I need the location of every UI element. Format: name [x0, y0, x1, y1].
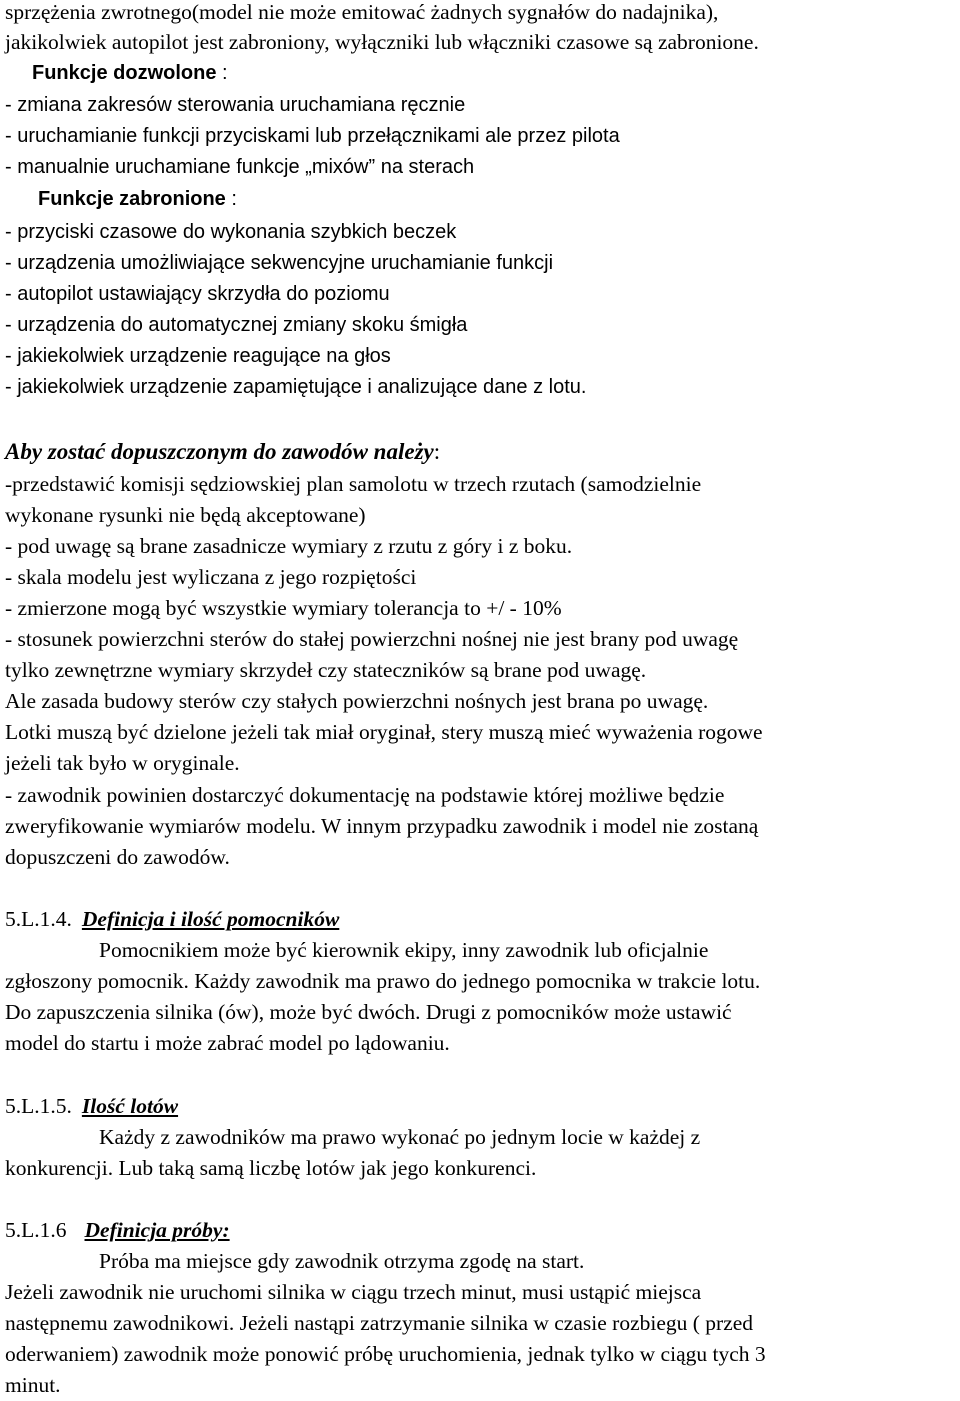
- section-title: Ilość lotów: [81, 1094, 179, 1118]
- admission-heading: [5, 436, 440, 467]
- section-line: model do startu i może zabrać model po lądowaniu.: [5, 1031, 450, 1055]
- allowed-colon: :: [222, 62, 228, 84]
- admission-line: tylko zewnętrzne wymiary skrzydeł czy stateczników są brane pod uwagę.: [5, 658, 647, 682]
- admission-line: Ale zasada budowy sterów czy stałych powierzchni nośnych jest brana po uwagę.: [5, 689, 709, 713]
- section-line: Każdy z zawodników ma prawo wykonać po jednym locie w każdej z: [99, 1125, 701, 1149]
- section-number: 5.L.1.5.: [5, 1094, 72, 1118]
- forbidden-colon: :: [231, 188, 237, 210]
- forbidden-item: - przyciski czasowe do wykonania szybkich beczek: [5, 221, 457, 243]
- section-title: Definicja i ilość pomocników: [81, 907, 340, 931]
- section-line: Pomocnikiem może być kierownik ekipy, inny zawodnik lub oficjalnie: [99, 938, 709, 962]
- admission-line: jeżeli tak było w oryginale.: [5, 751, 240, 775]
- section-number: 5.L.1.4.: [5, 907, 72, 931]
- admission-line: - zmierzone mogą być wszystkie wymiary tolerancja to +/ - 10%: [5, 596, 562, 620]
- admission-line: Lotki muszą być dzielone jeżeli tak miał oryginał, stery muszą mieć wyważenia rogowe: [5, 720, 763, 744]
- admission-line: - stosunek powierzchni sterów do stałej powierzchni nośnej nie jest brany pod uwagę: [5, 627, 739, 651]
- section-heading-5L16: [5, 1215, 230, 1246]
- admission-line: -przedstawić komisji sędziowskiej plan samolotu w trzech rzutach (samodzielnie: [5, 472, 702, 496]
- section-title: Definicja próby:: [84, 1218, 230, 1242]
- allowed-item: - manualnie uruchamiane funkcje „mixów” na sterach: [5, 156, 475, 178]
- section-line: Jeżeli zawodnik nie uruchomi silnika w ciągu trzech minut, musi ustąpić miejsca: [5, 1280, 702, 1304]
- section-line: następnemu zawodnikowi. Jeżeli nastąpi zatrzymanie silnika w czasie rozbiegu ( przed: [5, 1311, 754, 1335]
- allowed-item: - zmiana zakresów sterowania uruchamiana ręcznie: [5, 94, 466, 116]
- section-line: zgłoszony pomocnik. Każdy zawodnik ma prawo do jednego pomocnika w trakcie lotu.: [5, 969, 761, 993]
- forbidden-item: - urządzenia do automatycznej zmiany skoku śmigła: [5, 314, 468, 336]
- admission-line: wykonane rysunki nie będą akceptowane): [5, 503, 366, 527]
- section-heading-5L14: [5, 904, 339, 935]
- intro-line-2: jakikolwiek autopilot jest zabroniony, wyłączniki lub włączniki czasowe są zabronione.: [5, 30, 759, 54]
- section-line: konkurencji. Lub taką samą liczbę lotów jak jego konkurenci.: [5, 1156, 537, 1180]
- admission-line: - pod uwagę są brane zasadnicze wymiary z rzutu z góry i z boku.: [5, 534, 573, 558]
- admission-line: - zawodnik powinien dostarczyć dokumentację na podstawie której możliwe będzie: [5, 783, 725, 807]
- forbidden-title: Funkcje zabronione: [38, 188, 226, 210]
- admission-line: - skala modelu jest wyliczana z jego rozpiętości: [5, 565, 417, 589]
- section-heading-5L15: [5, 1091, 178, 1122]
- allowed-title: Funkcje dozwolone: [32, 62, 217, 84]
- forbidden-item: - jakiekolwiek urządzenie zapamiętujące i analizujące dane z lotu.: [5, 376, 587, 398]
- admission-line: zweryfikowanie wymiarów modelu. W innym przypadku zawodnik i model nie zostaną: [5, 814, 759, 838]
- forbidden-item: - jakiekolwiek urządzenie reagujące na głos: [5, 345, 391, 367]
- section-line: Próba ma miejsce gdy zawodnik otrzyma zgodę na start.: [99, 1249, 585, 1273]
- allowed-item: - uruchamianie funkcji przyciskami lub przełącznikami ale przez pilota: [5, 125, 620, 147]
- intro-line-1: sprzężenia zwrotnego(model nie może emitować żadnych sygnałów do nadajnika),: [5, 0, 719, 24]
- forbidden-heading: [38, 184, 237, 215]
- admission-colon: :: [433, 439, 441, 464]
- section-number: 5.L.1.6: [5, 1218, 67, 1242]
- forbidden-item: - autopilot ustawiający skrzydła do poziomu: [5, 283, 390, 305]
- section-line: Do zapuszczenia silnika (ów), może być dwóch. Drugi z pomocników może ustawić: [5, 1000, 732, 1024]
- section-line: oderwaniem) zawodnik może ponowić próbę uruchomienia, jednak tylko w ciągu tych 3: [5, 1342, 766, 1366]
- forbidden-item: - urządzenia umożliwiające sekwencyjne uruchamianie funkcji: [5, 252, 554, 274]
- admission-title: Aby zostać dopuszczonym do zawodów należy: [5, 439, 434, 464]
- allowed-heading: [32, 58, 228, 89]
- admission-line: dopuszczeni do zawodów.: [5, 845, 230, 869]
- section-line: minut.: [5, 1373, 61, 1397]
